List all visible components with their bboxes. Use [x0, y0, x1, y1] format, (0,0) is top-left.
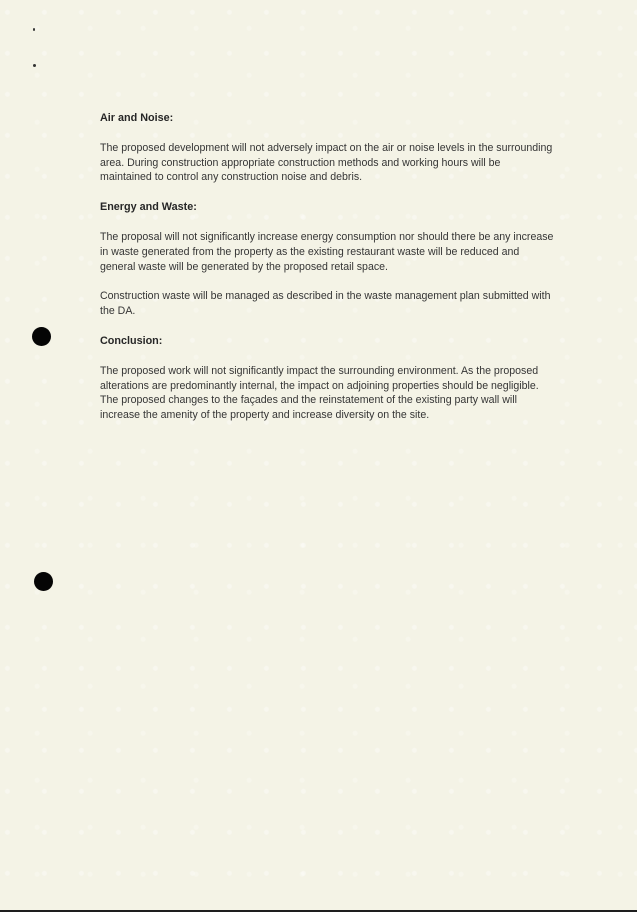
section-heading: Conclusion:: [100, 334, 163, 347]
document-body: [100, 111, 555, 438]
section-heading: Energy and Waste:: [100, 201, 197, 214]
section-energy-and-waste: [100, 200, 555, 319]
section-conclusion: [100, 334, 555, 423]
paragraph: The proposed work will not significantly impact the surrounding environment. As the proposed alterations are predominantly internal, the impact on adjoining properties should be negligible. The proposed changes to the façades and the reinstatement of the existing party wall will increase the amenity of the property and increase diversity on the site.: [100, 364, 539, 422]
scan-speck: [33, 28, 35, 31]
section-air-and-noise: [100, 111, 555, 185]
punch-hole: [32, 327, 51, 346]
paragraph: Construction waste will be managed as described in the waste management plan submitted with the DA.: [100, 290, 551, 318]
scan-speck: [33, 64, 36, 67]
paragraph: The proposal will not significantly increase energy consumption nor should there be any increase in waste generated from the property as the existing restaurant waste will be reduced and general waste will be generated by the proposed retail space.: [100, 230, 554, 273]
section-heading: Air and Noise:: [100, 112, 174, 124]
punch-hole: [34, 572, 53, 591]
paragraph: The proposed development will not adversely impact on the air or noise levels in the surrounding area. During construction appropriate construction methods and working hours will be maintained to control any construction noise and debris.: [100, 141, 553, 184]
